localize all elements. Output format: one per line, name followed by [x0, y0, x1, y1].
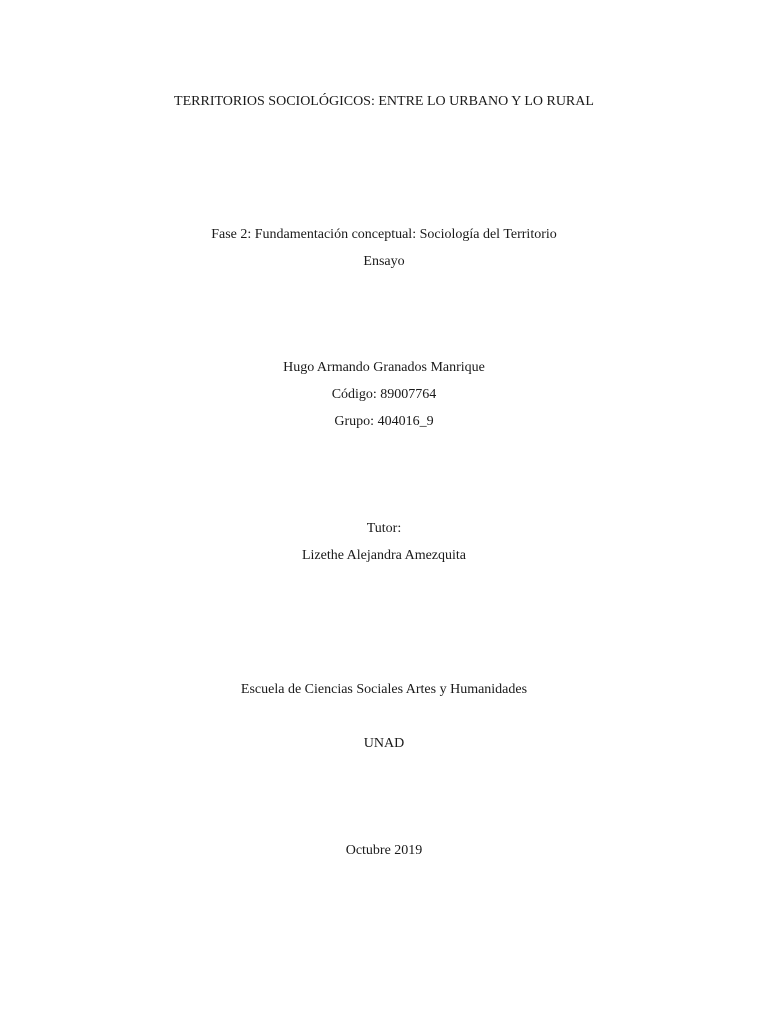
document-type: Ensayo [363, 254, 405, 269]
document-phase: Fase 2: Fundamentación conceptual: Sociología del Territorio [211, 227, 557, 242]
document-date: Octubre 2019 [345, 843, 423, 858]
student-code: Código: 89007764 [331, 387, 437, 402]
group-number: Grupo: 404016_9 [334, 414, 434, 429]
university-name: UNAD [363, 736, 405, 751]
school-name: Escuela de Ciencias Sociales Artes y Humanidades [240, 682, 528, 697]
document-title: TERRITORIOS SOCIOLÓGICOS: ENTRE LO URBANO Y LO RURAL [174, 94, 594, 109]
author-name: Hugo Armando Granados Manrique [283, 360, 485, 375]
tutor-name: Lizethe Alejandra Amezquita [301, 548, 467, 563]
tutor-label: Tutor: [366, 521, 402, 536]
